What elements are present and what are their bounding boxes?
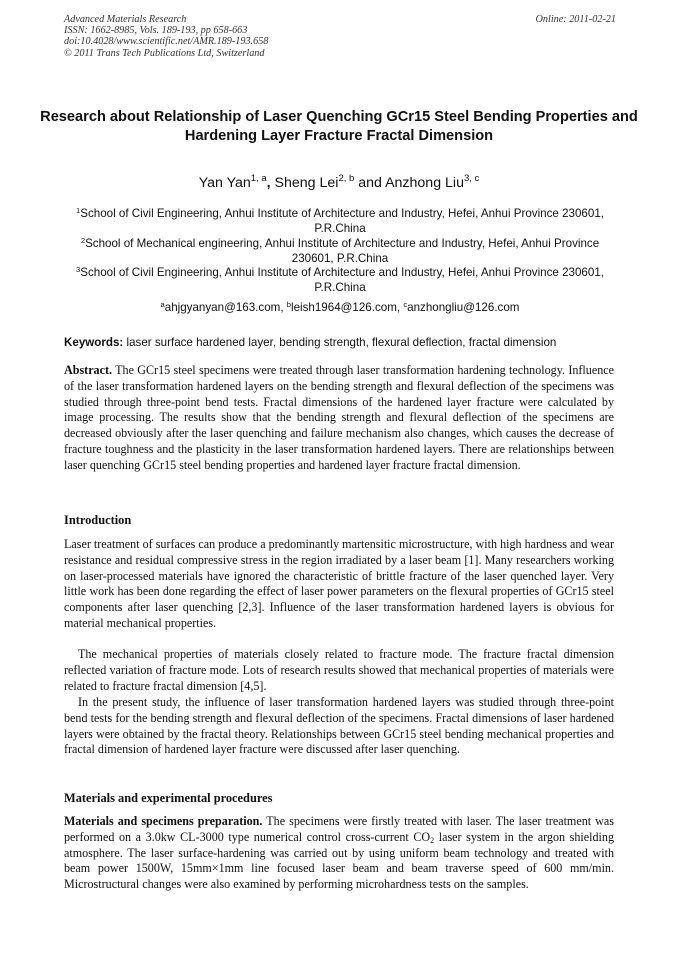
materials-text-part2: laser system in the argon shielding atmosphere. The laser surface-hardening was carried out by using uniform beam technology and treated with beam power 1500W, 15mm×1mm line focused laser beam and beam traverse speed of 600 mm/min. Microstructural changes were also examined by performing microhardness tests on the samples. [64,829,614,891]
author-list [40,173,638,193]
copyright-line: © 2011 Trans Tech Publications Ltd, Switzerland [64,47,265,59]
doi-line[interactable]: doi:10.4028/www.scientific.net/AMR.189-193.658 [64,36,269,48]
email-link[interactable]: anzhongliu@126.com [407,301,520,314]
abstract-paragraph [64,363,614,473]
intro-paragraph-2: The mechanical properties of materials closely related to fracture mode. The fracture fractal dimension reflected variation of fracture mode. Lots of research results showed that mechanical properties of materials were related to fracture fractal dimension [4,5]. [64,647,614,693]
abstract-text: The GCr15 steel specimens were treated through laser transformation hardening technology. Influence of the laser transformation hardened layers on the bending strength and flexural deflection of the specimens was studied through three-point bend tests. Fractal dimensions of the hardened layer fracture were calculated by image processing. The results show that the bending strength and flexural deflection of the specimens are decreased obviously after the laser quenching and failure mechanism also changes, which causes the decrease of fracture toughness and the plasticity in the laser transformation hardened layers. There are relationships between laser quenching GCr15 steel bending properties and hardened layer fracture fractal dimension. [64,363,614,472]
paper-title: Research about Relationship of Laser Quenching GCr15 Steel Bending Properties and Hardening Layer Fracture Fractal Dimension [40,109,638,144]
abstract-label: Abstract. [64,363,113,377]
affiliation-text: School of Civil Engineering, Anhui Institute of Architecture and Industry, Hefei, Anhui Province 230601, P.R.China [80,266,604,294]
affiliation-number: 2 [80,236,86,245]
issn-line: ISSN: 1662-8985, Vols. 189-193, pp 658-663 [64,25,248,37]
affiliation-1 [64,206,616,236]
intro-paragraph-3: In the present study, the influence of laser transformation hardened layers was studied through three-point bend tests for the bending strength and flexural deflection of the specimens. Fractal dimensions of laser hardened layers were obtained by the fractal theory. Relationships between GCr15 steel bending mechanical properties and fractal dimension of hardened layer fracture were discussed after laser quenching. [64,695,614,757]
materials-subheading: Materials and specimens preparation. [64,814,263,828]
author-name: Anzhong Liu [385,175,464,191]
email-mark: a [160,300,165,309]
intro-paragraph-1: Laser treatment of surfaces can produce a predominantly martensitic microstructure, with high hardness and wear resistance and residual compressive stress in the region irradiated by a laser beam [1]. Many researchers working on laser-processed materials have ignored the characteristic of brittle fracture of the laser quenched layer. Very little work has been done regarding the effect of laser power parameters on the flexural properties of GCr15 steel components after laser quenching [2,3]. Influence of the laser transformation hardened layers is obvious for material mechanical properties. [64,537,614,630]
affiliation-text: School of Mechanical engineering, Anhui Institute of Architecture and Industry, Hefei, Anhui Province 230601, P.R.China [85,237,600,265]
author-separator: , [266,175,275,191]
journal-name: Advanced Materials Research [64,14,187,25]
email-separator: , [396,301,404,314]
author-name: Yan Yan [198,175,251,191]
email-mark: c [403,300,408,309]
materials-text-part1: The specimens were firstly treated with laser. The laser treatment was performed on a 3.0kw CL-3000 type numerical control cross-current CO [64,814,614,844]
affiliation-number: 1 [76,206,81,215]
materials-heading: Materials and experimental procedures [64,791,273,805]
keywords-text: laser surface hardened layer, bending strength, flexural deflection, fractal dimension [126,336,557,349]
keywords-line [64,335,624,350]
email-link[interactable]: leish1964@126.com [291,301,397,314]
affiliation-text: School of Civil Engineering, Anhui Institute of Architecture and Industry, Hefei, Anhui Province 230601, P.R.China [80,207,604,235]
email-mark: b [286,300,291,309]
author-separator: and [354,175,386,191]
online-date: Online: 2011-02-21 [535,14,616,25]
author-affil-mark: 1, a [250,173,267,184]
author-name: Sheng Lei [274,175,339,191]
email-separator: , [280,301,287,314]
author-affil-mark: 3, c [463,173,480,184]
email-link[interactable]: ahjgyanyan@163.com [164,301,281,314]
author-affil-mark: 2, b [338,173,355,184]
journal-header [64,14,616,59]
subscript-2: 2 [430,835,435,845]
affiliation-number: 3 [76,265,81,274]
materials-paragraph [64,814,614,893]
affiliation-3 [64,265,616,295]
keywords-label: Keywords: [64,336,124,349]
introduction-heading: Introduction [64,513,132,527]
email-list [64,300,616,315]
affiliation-2 [64,236,616,266]
